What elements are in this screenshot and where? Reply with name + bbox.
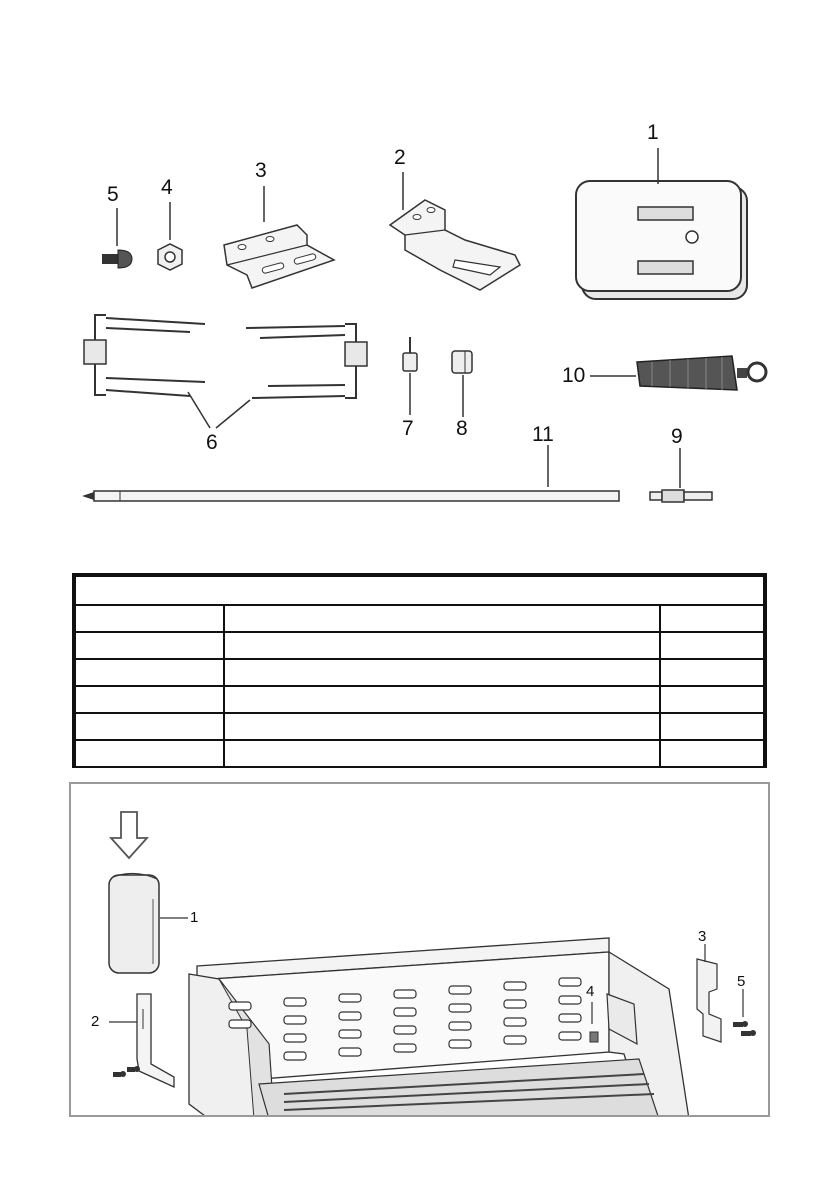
part-4-nut <box>150 240 190 280</box>
assembly-leader-1 <box>160 914 190 924</box>
leader-9 <box>675 448 685 490</box>
table-cell <box>224 686 660 713</box>
leader-11 <box>543 445 553 490</box>
table-cell <box>660 740 764 767</box>
part-1-motor-housing <box>570 175 760 310</box>
leader-8 <box>458 375 468 420</box>
table-cell <box>75 713 224 740</box>
callout-9: 9 <box>671 425 683 448</box>
table-cell <box>224 740 660 767</box>
table-cell <box>75 632 224 659</box>
table-cell <box>75 659 224 686</box>
table-row <box>75 713 764 740</box>
table-row <box>75 740 764 767</box>
table-cell <box>75 686 224 713</box>
parts-diagram <box>0 0 839 540</box>
assembly-leader-3 <box>700 944 710 964</box>
column-header <box>660 605 764 632</box>
table-header <box>75 576 764 605</box>
callout-8: 8 <box>456 417 468 440</box>
assembly-plate <box>689 954 729 1044</box>
callout-7: 7 <box>402 417 414 440</box>
assembly-motor-housing <box>105 869 165 979</box>
leader-7 <box>405 373 415 418</box>
callout-1: 1 <box>647 121 659 144</box>
assembly-callout-2: 2 <box>91 1013 100 1030</box>
table-cell <box>224 713 660 740</box>
callout-5: 5 <box>107 183 119 206</box>
assembly-leader-5 <box>738 989 748 1019</box>
leader-10 <box>590 372 640 382</box>
table-row <box>75 659 764 686</box>
assembly-callout-3: 3 <box>698 928 707 945</box>
leader-4 <box>165 202 175 242</box>
callout-6: 6 <box>206 431 218 454</box>
table-row <box>75 632 764 659</box>
assembly-callout-1: 1 <box>190 909 199 926</box>
table-cell <box>75 740 224 767</box>
table-cell <box>224 632 660 659</box>
column-header <box>224 605 660 632</box>
table-cell <box>660 713 764 740</box>
callout-11: 11 <box>532 423 554 446</box>
assembly-grill-body <box>189 934 699 1117</box>
callout-4: 4 <box>161 176 173 199</box>
table-row <box>75 686 764 713</box>
table-cell <box>224 659 660 686</box>
assembly-leader-2 <box>109 1018 139 1028</box>
table-cell <box>660 659 764 686</box>
callout-10: 10 <box>562 364 586 387</box>
part-10-handle <box>632 350 772 400</box>
leader-3 <box>259 186 269 226</box>
leader-5 <box>112 208 122 248</box>
assembly-nut <box>586 1024 606 1054</box>
assembly-screws-right <box>731 1018 761 1043</box>
assembly-callout-5: 5 <box>737 973 746 990</box>
table-cell <box>660 686 764 713</box>
table-cell <box>660 632 764 659</box>
assembly-leader-4 <box>587 1002 597 1027</box>
part-5-screw <box>98 245 138 275</box>
leader-6 <box>180 390 260 440</box>
assembly-screws-left <box>111 1064 151 1084</box>
column-header <box>75 605 224 632</box>
parts-table <box>72 573 767 768</box>
part-7-thumb-screw <box>398 335 423 375</box>
parts-table-grid <box>74 575 765 768</box>
callout-3: 3 <box>255 159 267 182</box>
assembly-diagram <box>69 782 770 1117</box>
callout-2: 2 <box>394 146 406 169</box>
leader-1 <box>650 148 670 188</box>
part-8-bushing <box>448 347 478 377</box>
assembly-callout-4: 4 <box>586 983 595 1000</box>
down-arrow-icon <box>109 810 149 860</box>
leader-2 <box>398 172 408 212</box>
part-3-plate <box>222 220 337 295</box>
